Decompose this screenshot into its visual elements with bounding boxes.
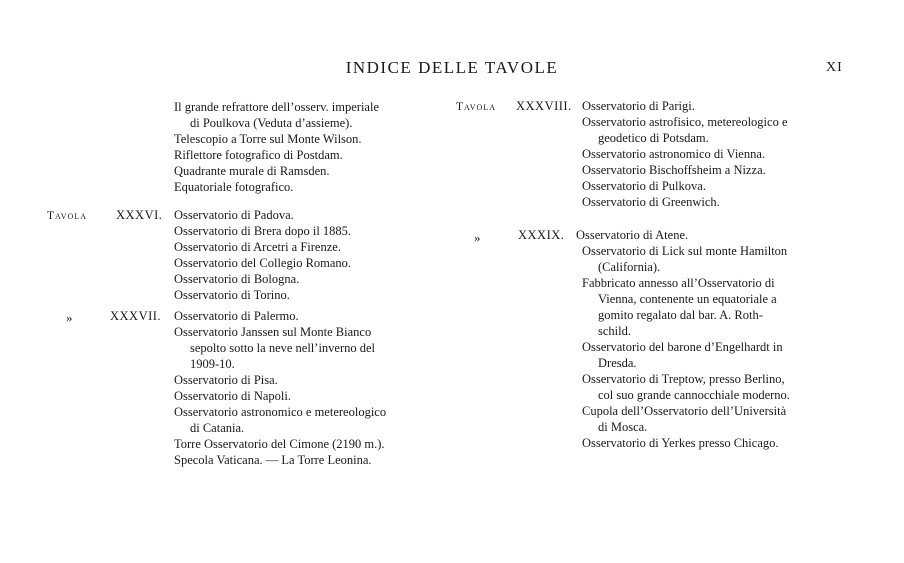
ditto-mark: » [66,310,73,325]
entry-line: Osservatorio di Brera dopo il 1885. [174,224,352,238]
plate-number: XXXVIII. [516,99,572,113]
entry-line: di Poulkova (Veduta d’assieme). [190,116,353,130]
entry-line: Osservatorio di Napoli. [174,389,291,403]
plate-number: XXXVII. [110,309,162,323]
entry-line: 1909-10. [190,357,235,371]
entry-line: (California). [598,260,661,274]
entry-line: Osservatorio di Atene. [576,228,689,242]
plate-number: XXXIX. [518,228,565,242]
entry-line: Osservatorio del Collegio Romano. [174,256,352,270]
entry-line: di Mosca. [598,420,648,434]
entry-line: Osservatorio Bischoffsheim a Nizza. [582,163,766,177]
entry-line: sepolto sotto la neve nell’inverno del [190,341,376,355]
tavola-label: Tavola [47,210,87,222]
entry-line: Quadrante murale di Ramsden. [174,164,330,178]
entry-line: Osservatorio di Greenwich. [582,195,720,209]
tavola-label: Tavola [456,101,496,113]
entry-line: Osservatorio del barone d’Engelhardt in [582,340,783,354]
entry-line: Riflettore fotografico di Postdam. [174,148,343,162]
entry-line: Osservatorio di Palermo. [174,309,299,323]
entry-line: gomito regalato dal bar. A. Roth- [598,308,763,322]
entry-line: Osservatorio di Pisa. [174,373,278,387]
page-header-title: INDICE DELLE TAVOLE [345,58,559,77]
entry-line: Osservatorio di Yerkes presso Chicago. [582,436,779,450]
entry-line: Il grande refrattore dell’osserv. imperiale [174,100,379,114]
entry-line: Cupola dell’Osservatorio dell’Università [582,404,787,418]
entry-line: Vienna, contenente un equatoriale a [598,292,777,306]
entry-line: Specola Vaticana. — La Torre Leonina. [174,453,372,467]
entry-line: Osservatorio di Lick sul monte Hamilton [582,244,788,258]
entry-line: Torre Osservatorio del Cimone (2190 m.). [174,437,385,451]
entry-line: Osservatorio di Parigi. [582,99,695,113]
entry-line: Osservatorio di Bologna. [174,272,300,286]
entry-line: Osservatorio astrofisico, metereologico e [582,115,788,129]
entry-line: Osservatorio di Padova. [174,208,294,222]
plate-number: XXXVI. [116,208,163,222]
entry-line: Fabbricato annesso all’Osservatorio di [582,276,775,290]
ditto-mark: » [474,230,481,245]
entry-line: geodetico di Potsdam. [598,131,709,145]
entry-line: Equatoriale fotografico. [174,180,294,194]
entry-line: Osservatorio Janssen sul Monte Bianco [174,325,372,339]
entry-line: Osservatorio astronomico e metereologico [174,405,387,419]
entry-line: Osservatorio astronomico di Vienna. [582,147,766,161]
entry-line: Osservatorio di Torino. [174,288,290,302]
entry-line: Dresda. [598,356,637,370]
page-number: XI [826,60,843,75]
entry-line: col suo grande cannocchiale moderno. [598,388,790,402]
entry-line: Osservatorio di Arcetri a Firenze. [174,240,341,254]
entry-line: Osservatorio di Treptow, presso Berlino, [582,372,785,386]
entry-line: Osservatorio di Pulkova. [582,179,706,193]
entry-line: Telescopio a Torre sul Monte Wilson. [174,132,362,146]
entry-line: di Catania. [190,421,245,435]
entry-line: schild. [598,324,631,338]
